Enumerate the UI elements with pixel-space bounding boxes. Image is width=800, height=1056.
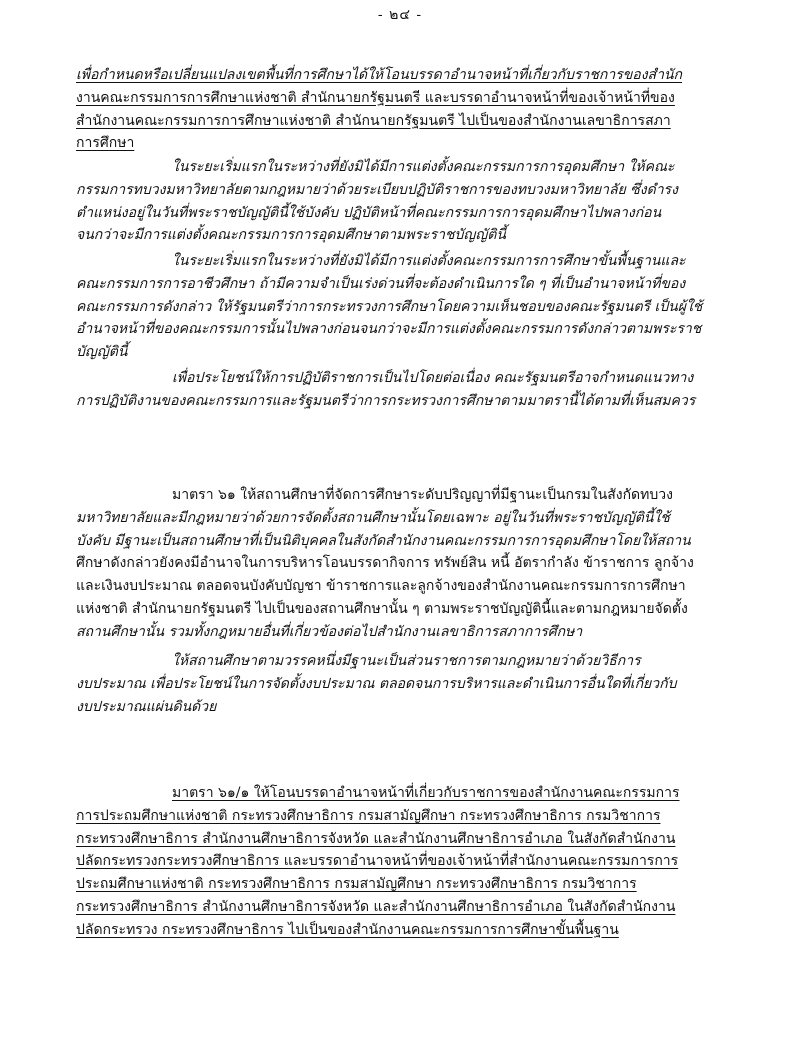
text-line: การปฏิบัติงานของคณะกรรมการและรัฐมนตรีว่าการกระทรวงการศึกษาตามมาตรานี้ได้ตามที่เห็นสมควร	[76, 392, 696, 409]
text-line: ประถมศึกษาแห่งชาติ กระทรวงศึกษาธิการ กรมสามัญศึกษา กระทรวงศึกษาธิการ กรมวิชาการ	[76, 876, 637, 893]
section-61	[76, 484, 726, 644]
text-line: แห่งชาติ สำนักนายกรัฐมนตรี ไปเป็นของสถานศึกษานั้น ๆ ตามพระราชบัญญัตินี้และตามกฎหมายจัดตั้ง	[76, 600, 688, 617]
paragraph-basic-vocational-interim	[76, 250, 726, 364]
text-line: บังคับ มีฐานะเป็นสถานศึกษาที่เป็นนิติบุคคลในสังกัดสำนักงานคณะกรรมการการอุดมศึกษาโดยให้สถาน	[76, 532, 691, 549]
paragraph-transfer-secretariat	[76, 64, 726, 155]
text-line: สถานศึกษานั้น รวมทั้งกฎหมายอื่นที่เกี่ยวข้องต่อไปสำนักงานเลขาธิการสภาการศึกษา	[76, 623, 583, 640]
text-line: ตำแหน่งอยู่ในวันที่พระราชบัญญัตินี้ใช้บังคับ ปฏิบัติหน้าที่คณะกรรมการการอุดมศึกษาไปพลางก่อน	[76, 204, 662, 221]
text-line: สำนักงานคณะกรรมการการศึกษาแห่งชาติ สำนักนายกรัฐมนตรี ไปเป็นของสำนักงานเลขาธิการสภา	[76, 112, 671, 129]
text-line: การศึกษา	[76, 135, 135, 152]
text-line: ในระยะเริ่มแรกในระหว่างที่ยังมิได้มีการแต่งตั้งคณะกรรมการการศึกษาขั้นพื้นฐานและ	[172, 253, 686, 269]
text-line: ปลัดกระทรวงกระทรวงศึกษาธิการ และบรรดาอำนาจหน้าที่ของเจ้าหน้าที่สำนักงานคณะกรรมการการ	[76, 853, 679, 870]
text-line: มาตรา ๖๑ ให้สถานศึกษาที่จัดการศึกษาระดับปริญญาที่มีฐานะเป็นกรมในสังกัดทบวง	[172, 487, 673, 503]
paragraph-cabinet-guidelines	[76, 367, 726, 413]
text-line: คณะกรรมการดังกล่าว ให้รัฐมนตรีว่าการกระทรวงการศึกษาโดยความเห็นชอบของคณะรัฐมนตรี เป็นผู้ใช้	[76, 298, 703, 315]
text-line: กรรมการทบวงมหาวิทยาลัยตามกฎหมายว่าด้วยระเบียบปฏิบัติราชการของทบวงมหาวิทยาลัย ซึ่งดำรง	[76, 181, 678, 198]
text-line: จนกว่าจะมีการแต่งตั้งคณะกรรมการการอุดมศึกษาตามพระราชบัญญัตินี้	[76, 227, 506, 244]
text-line: มาตรา ๖๑/๑ ให้โอนบรรดาอำนาจหน้าที่เกี่ยวกับราชการของสำนักงานคณะกรรมการ	[172, 785, 680, 801]
text-line: อำนาจหน้าที่ของคณะกรรมการนั้นไปพลางก่อนจนกว่าจะมีการแต่งตั้งคณะกรรมการดังกล่าวตามพระราช	[76, 321, 702, 338]
text-line: และเงินงบประมาณ ตลอดจนบังคับบัญชา ข้าราชการและลูกจ้างของสำนักงานคณะกรรมการการศึกษา	[76, 578, 686, 595]
text-line: งบประมาณ เพื่อประโยชน์ในการจัดตั้งงบประมาณ ตลอดจนการบริหารและดำเนินการอื่นใดที่เกี่ยวกับ	[76, 675, 677, 692]
text-line: งานคณะกรรมการการศึกษาแห่งชาติ สำนักนายกรัฐมนตรี และบรรดาอำนาจหน้าที่ของเจ้าหน้าที่ของ	[76, 89, 675, 106]
text-line: มหาวิทยาลัยและมีกฎหมายว่าด้วยการจัดตั้งสถานศึกษานั้นโดยเฉพาะ อยู่ในวันที่พระราชบัญญัตินี้ใช้	[76, 509, 670, 526]
text-line: กระทรวงศึกษาธิการ สำนักงานศึกษาธิการจังหวัด และสำนักงานศึกษาธิการอำเภอ ในสังกัดสำนักงาน	[76, 830, 676, 847]
paragraph-budget-status	[76, 650, 726, 718]
text-line: บัญญัตินี้	[76, 344, 128, 361]
text-line: การประถมศึกษาแห่งชาติ กระทรวงศึกษาธิการ กรมสามัญศึกษา กระทรวงศึกษาธิการ กรมวิชาการ	[76, 807, 661, 824]
text-line: งบประมาณแผ่นดินด้วย	[76, 698, 217, 715]
section-61-1	[76, 782, 726, 942]
paragraph-higher-education-interim	[76, 156, 726, 247]
text-line: ศึกษาดังกล่าวยังคงมีอำนาจในการบริหารโอนบรรดากิจการ ทรัพย์สิน หนี้ อัตรากำลัง ข้าราชการ ลูกจ้าง	[76, 555, 694, 572]
text-line: ปลัดกระทรวง กระทรวงศึกษาธิการ ไปเป็นของสำนักงานคณะกรรมการการศึกษาขั้นพื้นฐาน	[76, 921, 619, 938]
text-line: เพื่อกำหนดหรือเปลี่ยนแปลงเขตพื้นที่การศึกษาได้ให้โอนบรรดาอำนาจหน้าที่เกี่ยวกับราชการของสำนัก	[76, 67, 683, 83]
text-line: คณะกรรมการการอาชีวศึกษา ถ้ามีความจำเป็นเร่งด่วนที่จะต้องดำเนินการใด ๆ ที่เป็นอำนาจหน้าที่ของ	[76, 275, 686, 292]
text-line: ในระยะเริ่มแรกในระหว่างที่ยังมิได้มีการแต่งตั้งคณะกรรมการการอุดมศึกษา ให้คณะ	[172, 159, 675, 175]
text-line: เพื่อประโยชน์ให้การปฏิบัติราชการเป็นไปโดยต่อเนื่อง คณะรัฐมนตรีอาจกำหนดแนวทาง	[172, 370, 694, 386]
text-line: ให้สถานศึกษาตามวรรคหนึ่งมีฐานะเป็นส่วนราชการตามกฎหมายว่าด้วยวิธีการ	[172, 653, 641, 669]
page-number: - ๒๔ -	[377, 7, 423, 23]
text-line: กระทรวงศึกษาธิการ สำนักงานศึกษาธิการจังหวัด และสำนักงานศึกษาธิการอำเภอ ในสังกัดสำนักงาน	[76, 898, 676, 915]
